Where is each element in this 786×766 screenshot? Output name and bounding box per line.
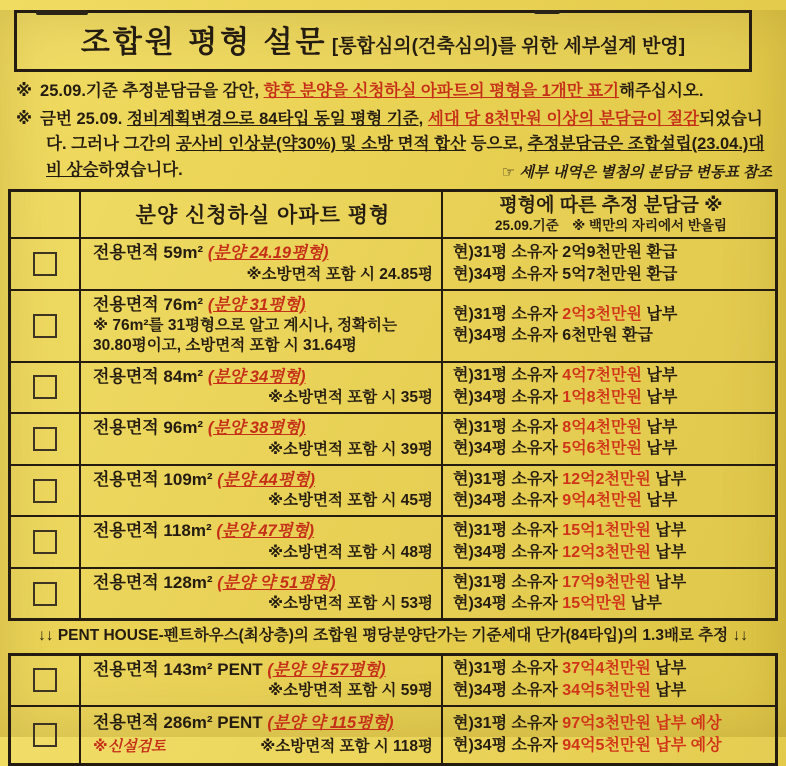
type-cell [81,707,443,763]
notice-1-tail: 해주십시오. [619,82,704,100]
table-header-row [11,192,775,237]
area-label: 전용면적 84m² [93,366,204,386]
notice-2-underline-2: 공사비 인상분(약30%) 및 소방 면적 합산 [175,135,467,154]
amount-value: 37억4천만원 [562,660,651,678]
checkbox-143-pent[interactable] [33,668,57,692]
fire-area-note: ※소방면적 포함 시 53평 [267,595,433,613]
sale-pyeong-label: (분양 약 115평형) [267,714,394,733]
type-cell [81,291,443,361]
payment-type: 납부 [650,681,687,699]
checkbox-cell [11,414,81,464]
payment-type: 납부 [650,573,687,591]
area-label: 전용면적 76m² [93,294,204,314]
payment-type: 납부 [641,492,678,510]
amount-value: 15억1천만원 [562,522,651,540]
amount-value: 8억4천만원 [562,418,642,436]
payment-type: 납부 [641,418,678,436]
checkbox-cell [11,363,81,413]
type-cell [81,517,443,567]
owner-label: 현)31평 소유자 [453,367,563,385]
notice-section [16,79,774,183]
table-row [11,515,775,567]
fire-area-note: ※소방면적 포함 시 24.85평 [246,265,433,283]
photo-artifact [534,10,560,14]
notice-1-text: 25.09.기준 추정분담금을 감안, [40,82,264,100]
contribution-cell [443,517,775,567]
owner-label: 현)34평 소유자 [453,736,563,754]
type-cell [81,569,443,619]
photo-artifact [36,10,88,15]
checkbox-cell [11,239,81,289]
amount-value: 1억8천만원 [562,388,642,406]
checkbox-cell [11,466,81,516]
owner-label: 현)34평 소유자 [453,492,563,510]
checkbox-cell [11,517,81,567]
owner-label: 현)31평 소유자 [453,418,563,436]
contribution-cell [443,707,775,763]
notice-2-underline-3: 추정분담금은 조합설립(23.04.)대비 상승 [46,135,765,179]
payment-type: 납부 [626,595,662,613]
table-row [11,705,775,763]
payment-type: 환급 [641,265,678,283]
payment-type: 납부 [641,305,678,323]
amount-value: 12억3천만원 [562,543,651,561]
area-label: 전용면적 96m² [93,418,204,438]
contribution-cell [443,291,775,361]
sale-pyeong-label: (분양 31평형) [207,295,306,314]
fire-area-note: ※소방면적 포함 시 59평 [267,682,433,700]
payment-type: 납부 예상 [650,736,722,754]
page-title: 조합원 평형 설문 [80,26,328,59]
asterisk-marker: ※ [16,109,33,128]
owner-label: 현)31평 소유자 [453,244,563,262]
pyeong-clarification-line2: 30.80평이고, 소방면적 포함 시 31.64평 [93,337,357,355]
notice-2-highlight: 세대 당 8천만원 이상의 분담금이 절감 [427,109,700,128]
checkbox-cell [11,707,81,763]
area-label: 전용면적 286m² PENT [93,713,263,733]
notice-2-mid-1: 되었습니다. 그러나 그간의 [46,109,763,154]
sale-pyeong-label: (분양 38평형) [207,419,306,438]
owner-label: 현)34평 소유자 [453,265,563,283]
checkbox-96m2[interactable] [33,427,57,451]
table-row [11,289,775,361]
owner-label: 현)34평 소유자 [453,327,563,345]
amount-value: 6천만원 [562,327,618,345]
checkbox-59m2[interactable] [33,252,57,276]
type-cell [81,239,443,289]
checkbox-76m2[interactable] [33,314,57,338]
column-header-contribution-note: 25.09.기준 ※ 백만의 자리에서 반올림 [495,218,727,234]
checkbox-109m2[interactable] [33,479,57,503]
amount-value: 4억7천만원 [562,367,642,385]
fire-area-note: ※소방면적 포함 시 35평 [267,389,433,407]
owner-label: 현)34평 소유자 [453,440,563,458]
payment-type: 납부 [650,522,687,540]
survey-document [0,10,786,755]
owner-label: 현)34평 소유자 [453,681,563,699]
table-row [11,464,775,516]
contribution-cell [443,656,775,706]
payment-type: 납부 [650,543,687,561]
amount-value: 12억2천만원 [562,470,651,488]
type-cell [81,363,443,413]
fire-area-note: ※소방면적 포함 시 118평 [260,737,433,755]
amount-value: 15억만원 [562,595,627,613]
payment-type: 납부 [650,660,687,678]
type-cell [81,656,443,706]
amount-value: 5억7천만원 [562,265,642,283]
owner-label: 현)31평 소유자 [453,522,563,540]
asterisk-marker: ※ [16,82,33,100]
sale-pyeong-label: (분양 44평형) [217,470,315,489]
contribution-cell [443,363,775,413]
area-label: 전용면적 59m² [93,243,204,263]
sale-pyeong-label: (분양 약 57평형) [267,660,386,679]
document-title-box [14,10,752,72]
contribution-cell [443,239,775,289]
table-row [11,361,775,413]
sale-pyeong-label: (분양 약 51평형) [217,573,336,592]
payment-type: 납부 예상 [650,715,722,733]
reference-note: ☞ 세부 내역은 별첨의 분담금 변동표 참조 [501,164,772,182]
fire-area-note: ※소방면적 포함 시 45평 [267,492,433,510]
area-label: 전용면적 109m² [93,469,213,489]
owner-label: 현)31평 소유자 [453,715,563,733]
amount-value: 97억3천만원 [562,715,651,733]
table-row [11,567,775,619]
payment-type: 납부 [650,470,687,488]
amount-value: 2억9천만원 [562,244,642,262]
contribution-cell [443,466,775,516]
contribution-cell [443,414,775,464]
column-header-contribution: 평형에 따른 추정 분담금 ※ [499,195,723,217]
fire-area-note: ※소방면적 포함 시 48평 [267,543,433,561]
fire-area-note: ※소방면적 포함 시 39평 [267,440,433,458]
column-header-apartment-type: 분양 신청하실 아파트 평형 [135,204,391,228]
sale-pyeong-label: (분양 34평형) [207,367,306,386]
penthouse-table [8,653,778,766]
owner-label: 현)34평 소유자 [453,388,563,406]
amount-value: 94억5천만원 [562,736,651,754]
payment-type: 환급 [617,327,653,345]
notice-2-text: 금번 25.09. [40,109,127,128]
area-label: 전용면적 128m² [93,572,213,592]
notice-1-highlight: 향후 분양을 신청하실 아파트의 평형을 1개만 표기 [263,82,620,100]
checkbox-118m2[interactable] [33,530,57,554]
type-cell [81,414,443,464]
checkbox-128m2[interactable] [33,582,57,606]
payment-type: 환급 [641,244,678,262]
owner-label: 현)31평 소유자 [453,660,563,678]
payment-type: 납부 [641,388,678,406]
amount-value: 17억9천만원 [562,573,651,591]
pyeong-survey-table [8,189,778,621]
new-construction-review-note: ※신설검토 [93,737,166,755]
sale-pyeong-label: (분양 47평형) [216,522,315,541]
checkbox-cell [11,656,81,706]
amount-value: 5억6천만원 [562,440,642,458]
notice-2-mid-2: 등으로, [466,135,528,154]
owner-label: 현)34평 소유자 [453,543,563,561]
owner-label: 현)31평 소유자 [453,305,563,323]
type-cell [81,466,443,516]
table-row [11,656,775,706]
amount-value: 9억4천만원 [562,492,642,510]
payment-type: 납부 [641,440,678,458]
area-label: 전용면적 118m² [93,521,212,541]
table-row [11,237,775,289]
owner-label: 현)31평 소유자 [453,573,563,591]
owner-label: 현)34평 소유자 [453,595,563,613]
owner-label: 현)31평 소유자 [453,470,563,488]
notice-2-tail: 하였습니다. [98,160,183,179]
table-row [11,412,775,464]
notice-1 [16,79,774,105]
amount-value: 2억3천만원 [562,305,642,323]
area-label: 전용면적 143m² PENT [93,659,263,679]
page-subtitle: [통합심의(건축심의)를 위한 세부설계 반영] [331,36,686,57]
header-checkbox-cell [11,192,81,237]
amount-value: 34억5천만원 [562,681,651,699]
header-right-cell [443,192,775,237]
header-left-cell [81,192,443,237]
pyeong-clarification-line1: ※ 76m²를 31평형으로 알고 계시나, 정확히는 [93,317,397,335]
checkbox-cell [11,291,81,361]
checkbox-cell [11,569,81,619]
payment-type: 납부 [641,367,678,385]
notice-2-underline-1: 정비계획변경으로 84타입 동일 평형 기준, [126,109,424,128]
checkbox-84m2[interactable] [33,375,57,399]
contribution-cell [443,569,775,619]
sale-pyeong-label: (분양 24.19평형) [207,244,329,263]
penthouse-divider-note: ↓↓ PENT HOUSE-펜트하우스(최상층)의 조합원 평당분양단가는 기준세대 단가(84타입)의 1.3배로 추정 ↓↓ [38,627,748,645]
